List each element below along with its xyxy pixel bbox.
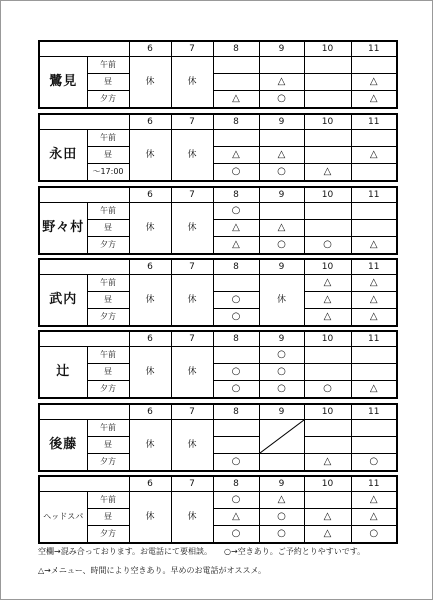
day-header: 11	[351, 187, 397, 203]
day-header: 7	[171, 404, 213, 420]
stylist-name: 後藤	[39, 420, 87, 472]
closed-day-6: 休	[129, 203, 171, 255]
availability-cell	[351, 347, 397, 364]
availability-cell: ○	[259, 364, 304, 381]
time-slot-row	[39, 237, 397, 255]
availability-cell: ○	[351, 526, 397, 544]
availability-cell	[351, 57, 397, 74]
availability-cell	[259, 454, 304, 472]
day-header-row	[39, 404, 397, 420]
time-slot-label: 昼	[87, 364, 129, 381]
availability-cell: △	[304, 509, 351, 526]
day-header: 10	[304, 187, 351, 203]
day-header: 9	[259, 114, 304, 130]
slash-line	[260, 420, 304, 453]
availability-cell: ○	[259, 509, 304, 526]
availability-cell: △	[259, 492, 304, 509]
availability-cell	[351, 130, 397, 147]
availability-cell	[304, 437, 351, 454]
time-slot-label: 昼	[87, 147, 129, 164]
availability-cell	[304, 364, 351, 381]
legend-line-1: 空欄→混み合っております。お電話にて要相談。 ○→空きあり。ご予約とりやすいです。	[38, 547, 366, 556]
time-slot-row	[39, 130, 397, 147]
day-header: 11	[351, 259, 397, 275]
availability-cell: ○	[351, 454, 397, 472]
closed-day-7: 休	[171, 130, 213, 182]
closed-day-7: 休	[171, 420, 213, 472]
availability-cell: △	[304, 526, 351, 544]
stylist-schedule-block	[38, 186, 396, 255]
day-header-row	[39, 331, 397, 347]
day-header: 9	[259, 259, 304, 275]
day-header: 10	[304, 331, 351, 347]
availability-cell: ○	[213, 292, 259, 309]
header-blank	[39, 404, 129, 420]
day-header: 8	[213, 187, 259, 203]
day-header: 11	[351, 114, 397, 130]
day-header: 6	[129, 331, 171, 347]
header-blank	[39, 41, 129, 57]
day-header: 6	[129, 259, 171, 275]
availability-cell: △	[304, 454, 351, 472]
availability-cell	[304, 147, 351, 164]
time-slot-row	[39, 492, 397, 509]
availability-cell: △	[351, 381, 397, 399]
availability-cell	[304, 220, 351, 237]
stylist-name: 武内	[39, 275, 87, 327]
availability-cell: ○	[259, 91, 304, 109]
header-blank	[39, 259, 129, 275]
day-header: 9	[259, 41, 304, 57]
closed-day-6: 休	[129, 57, 171, 109]
day-header: 7	[171, 259, 213, 275]
time-slot-row	[39, 203, 397, 220]
day-header: 6	[129, 114, 171, 130]
time-slot-row	[39, 309, 397, 327]
closed-day-7: 休	[171, 203, 213, 255]
availability-cell: ○	[259, 164, 304, 182]
availability-cell	[213, 130, 259, 147]
time-slot-label: 昼	[87, 509, 129, 526]
availability-cell: ○	[304, 381, 351, 399]
time-slot-label: 昼	[87, 220, 129, 237]
legend-line-2: △→メニュー、時間により空きあり。早めのお電話がオススメ。	[38, 566, 266, 575]
availability-cell: △	[304, 164, 351, 182]
closed-day-6: 休	[129, 347, 171, 399]
time-slot-label: 夕方	[87, 237, 129, 255]
day-header: 9	[259, 404, 304, 420]
stylist-name: 永田	[39, 130, 87, 182]
time-slot-row	[39, 526, 397, 544]
availability-cell: △	[351, 509, 397, 526]
day-header: 8	[213, 476, 259, 492]
day-header: 8	[213, 41, 259, 57]
header-blank	[39, 114, 129, 130]
time-slot-row	[39, 275, 397, 292]
day-header: 7	[171, 41, 213, 57]
day-header: 9	[259, 187, 304, 203]
time-slot-row	[39, 74, 397, 91]
day-header: 11	[351, 476, 397, 492]
day-header: 9	[259, 331, 304, 347]
day-header-row	[39, 114, 397, 130]
time-slot-row	[39, 381, 397, 399]
day-header: 8	[213, 114, 259, 130]
schedule-table	[38, 403, 398, 472]
stylist-schedule-block	[38, 258, 396, 327]
day-header: 7	[171, 114, 213, 130]
closed-day-6: 休	[129, 492, 171, 544]
day-header: 11	[351, 404, 397, 420]
stylist-name: 辻	[39, 347, 87, 399]
time-slot-row	[39, 437, 397, 454]
availability-cell: △	[351, 74, 397, 91]
day-header-row	[39, 476, 397, 492]
availability-cell: ○	[304, 237, 351, 255]
day-header: 11	[351, 41, 397, 57]
time-slot-row	[39, 220, 397, 237]
day-header: 10	[304, 114, 351, 130]
day-header: 6	[129, 404, 171, 420]
availability-cell	[351, 164, 397, 182]
availability-cell: ○	[213, 309, 259, 327]
availability-cell	[304, 347, 351, 364]
day-header: 7	[171, 187, 213, 203]
time-slot-row	[39, 164, 397, 182]
stylist-schedule-block	[38, 40, 396, 109]
availability-cell	[351, 203, 397, 220]
time-slot-row	[39, 420, 397, 437]
closed-day-9: 休	[259, 275, 304, 327]
availability-cell: △	[304, 275, 351, 292]
availability-cell	[304, 57, 351, 74]
availability-cell: ○	[213, 164, 259, 182]
availability-cell	[304, 492, 351, 509]
time-slot-label: 夕方	[87, 91, 129, 109]
closed-day-6: 休	[129, 420, 171, 472]
stylist-name: 野々村	[39, 203, 87, 255]
schedule-table	[38, 475, 398, 544]
availability-cell	[351, 364, 397, 381]
availability-cell: ○	[259, 347, 304, 364]
availability-cell	[304, 420, 351, 437]
availability-cell: △	[259, 147, 304, 164]
stylist-name: 鷺見	[39, 57, 87, 109]
availability-cell	[259, 203, 304, 220]
time-slot-label: 午前	[87, 203, 129, 220]
time-slot-row	[39, 364, 397, 381]
availability-cell	[304, 203, 351, 220]
schedule-table	[38, 40, 398, 109]
day-header: 8	[213, 331, 259, 347]
day-header: 10	[304, 404, 351, 420]
availability-cell: △	[259, 220, 304, 237]
availability-cell: △	[213, 91, 259, 109]
day-header: 8	[213, 404, 259, 420]
time-slot-row	[39, 292, 397, 309]
time-slot-row	[39, 57, 397, 74]
day-header: 6	[129, 187, 171, 203]
stylist-name: ヘッドスパ	[39, 492, 87, 544]
availability-cell	[213, 420, 259, 437]
availability-cell: △	[351, 292, 397, 309]
time-slot-row	[39, 509, 397, 526]
availability-cell: △	[304, 292, 351, 309]
stylist-schedule-block	[38, 330, 396, 399]
closed-day-7: 休	[171, 57, 213, 109]
availability-cell: △	[351, 147, 397, 164]
header-blank	[39, 476, 129, 492]
closed-day-7: 休	[171, 275, 213, 327]
time-slot-label: 夕方	[87, 381, 129, 399]
availability-cell: △	[304, 309, 351, 327]
availability-cell: △	[351, 237, 397, 255]
availability-cell: △	[351, 275, 397, 292]
availability-cell: △	[213, 147, 259, 164]
availability-cell	[259, 130, 304, 147]
header-blank	[39, 331, 129, 347]
time-slot-label: 夕方	[87, 309, 129, 327]
day-header: 9	[259, 476, 304, 492]
time-slot-label: ～17:00	[87, 164, 129, 182]
time-slot-label: 夕方	[87, 454, 129, 472]
schedule-table	[38, 113, 398, 182]
day-header-row	[39, 187, 397, 203]
closed-day-6: 休	[129, 130, 171, 182]
time-slot-label: 昼	[87, 74, 129, 91]
availability-cell	[213, 275, 259, 292]
time-slot-row	[39, 91, 397, 109]
closed-day-7: 休	[171, 492, 213, 544]
time-slot-label: 夕方	[87, 526, 129, 544]
availability-cell: △	[213, 220, 259, 237]
availability-cell: ○	[213, 454, 259, 472]
availability-cell: △	[351, 91, 397, 109]
time-slot-row	[39, 454, 397, 472]
time-slot-label: 午前	[87, 420, 129, 437]
availability-cell	[351, 420, 397, 437]
time-slot-label: 午前	[87, 347, 129, 364]
day-header: 8	[213, 259, 259, 275]
day-header: 6	[129, 476, 171, 492]
closed-day-6: 休	[129, 275, 171, 327]
day-header: 10	[304, 476, 351, 492]
availability-cell	[351, 220, 397, 237]
schedule-table	[38, 258, 398, 327]
availability-cell	[304, 130, 351, 147]
availability-cell	[213, 437, 259, 454]
time-slot-label: 午前	[87, 57, 129, 74]
time-slot-row	[39, 347, 397, 364]
availability-cell	[213, 74, 259, 91]
day-header: 7	[171, 331, 213, 347]
time-slot-label: 昼	[87, 292, 129, 309]
time-slot-label: 午前	[87, 275, 129, 292]
schedule-table	[38, 330, 398, 399]
availability-cell: ○	[259, 237, 304, 255]
availability-cell	[213, 57, 259, 74]
availability-cell	[304, 91, 351, 109]
stylist-schedule-block	[38, 475, 396, 544]
availability-cell: ○	[213, 203, 259, 220]
day-header: 11	[351, 331, 397, 347]
day-header: 6	[129, 41, 171, 57]
availability-cell: ○	[213, 526, 259, 544]
availability-cell: ○	[213, 364, 259, 381]
availability-cell: △	[213, 237, 259, 255]
closed-day-7: 休	[171, 347, 213, 399]
time-slot-label: 午前	[87, 130, 129, 147]
time-slot-label: 昼	[87, 437, 129, 454]
availability-cell: ○	[213, 492, 259, 509]
day-header: 7	[171, 476, 213, 492]
day-header-row	[39, 259, 397, 275]
day-header-row	[39, 41, 397, 57]
time-slot-label: 午前	[87, 492, 129, 509]
availability-cell: △	[213, 509, 259, 526]
availability-cell	[259, 57, 304, 74]
unavailable-slash-cell	[259, 420, 304, 454]
availability-cell: △	[259, 74, 304, 91]
availability-cell: ○	[259, 526, 304, 544]
day-header: 10	[304, 41, 351, 57]
header-blank	[39, 187, 129, 203]
availability-cell	[304, 74, 351, 91]
availability-cell	[351, 437, 397, 454]
stylist-schedule-block	[38, 113, 396, 182]
schedule-table	[38, 186, 398, 255]
availability-cell: △	[351, 309, 397, 327]
availability-cell: △	[351, 492, 397, 509]
availability-cell: ○	[259, 381, 304, 399]
day-header: 10	[304, 259, 351, 275]
availability-cell: ○	[213, 381, 259, 399]
availability-cell	[213, 347, 259, 364]
time-slot-row	[39, 147, 397, 164]
stylist-schedule-block	[38, 403, 396, 472]
